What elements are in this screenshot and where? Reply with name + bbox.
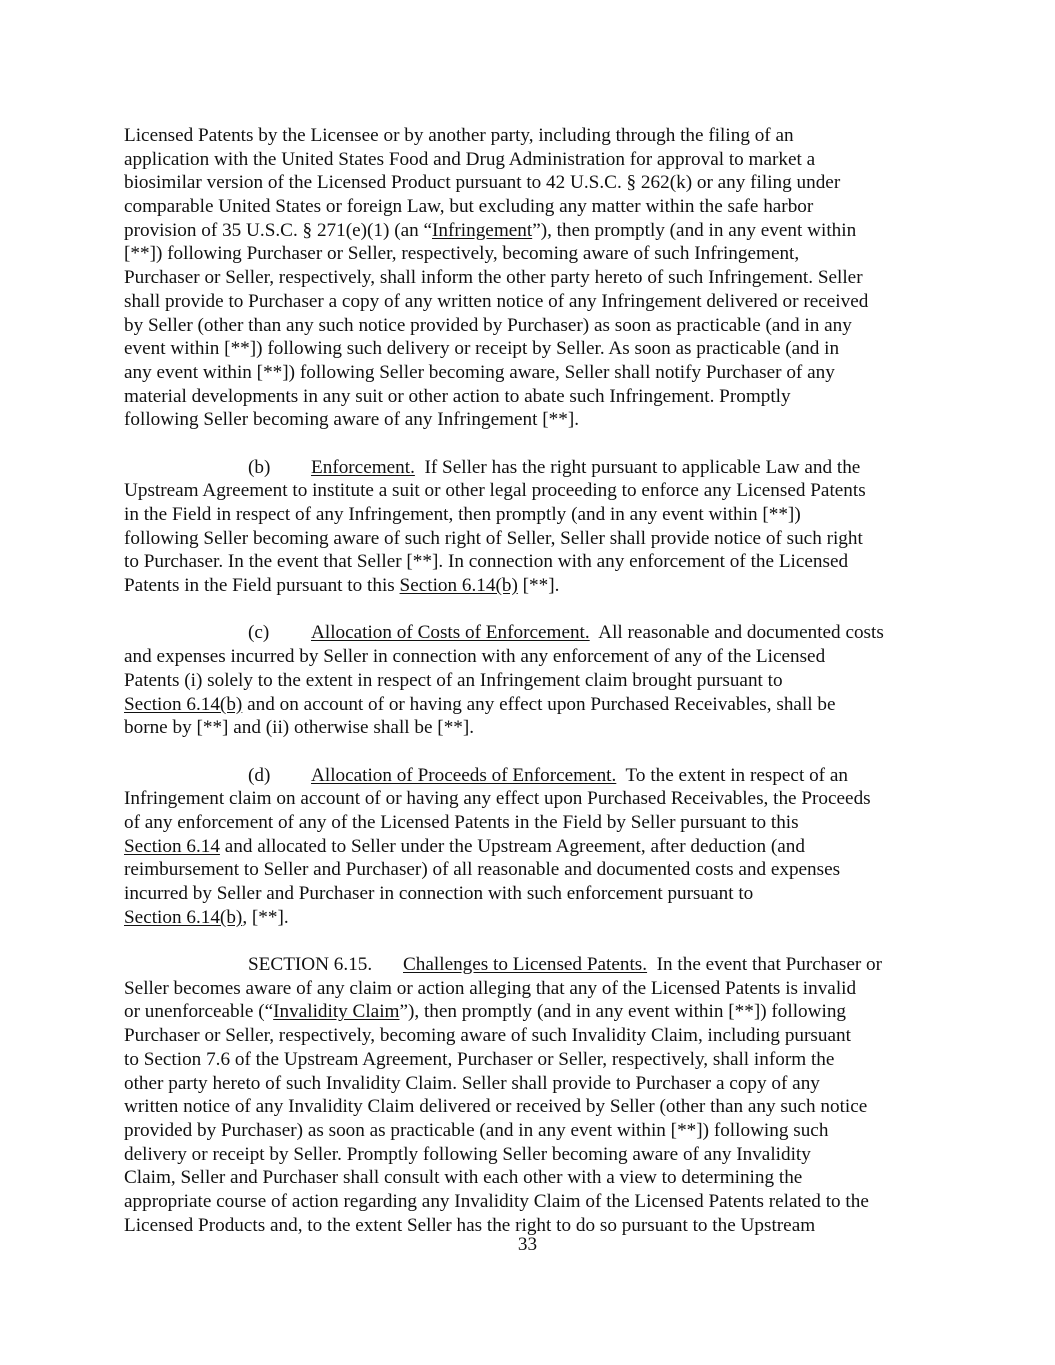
text-line: incurred by Seller and Purchaser in connection with such enforcement pursuant to (124, 883, 754, 904)
text-line (124, 621, 934, 645)
text-line: [**]) following Purchaser or Seller, respectively, becoming aware of such Infringement, (124, 243, 800, 265)
section-label: SECTION 6.15. (248, 954, 373, 976)
page-number: 33 (517, 1234, 538, 1255)
text-line (124, 764, 934, 788)
paragraph-label: (c) (248, 622, 270, 644)
text-segment: To the extent in respect of an (616, 764, 848, 786)
text-line: other party hereto of such Invalidity Claim. Seller shall provide to Purchaser a copy of any (124, 1072, 820, 1094)
text-line: material developments in any suit or other action to abate such Infringement. Promptly (124, 385, 791, 407)
document-body (124, 124, 934, 1237)
text-line: and expenses incurred by Seller in connection with any enforcement of any of the Licensed (124, 646, 826, 668)
paragraph-b-enforcement (124, 456, 934, 598)
text-line: to Purchaser. In the event that Seller [**]. In connection with any enforcement of the Licensed (124, 551, 849, 573)
text-line: of any enforcement of any of the Licensed Patents in the Field by Seller pursuant to this (124, 811, 799, 833)
text-line: application with the United States Food and Drug Administration for approval to market a (124, 148, 816, 170)
text-line: following Seller becoming aware of any Infringement [**]. (124, 409, 580, 431)
text-line: Seller becomes aware of any claim or action alleging that any of the Licensed Patents is invalid (124, 977, 857, 999)
text-line (124, 219, 934, 243)
text-line (124, 906, 934, 930)
text-line (124, 456, 934, 480)
paragraph-infringement (124, 124, 934, 432)
text-line: event within [**]) following such delivery or receipt by Seller. As soon as practicable (and in (124, 338, 840, 360)
paragraph-label: (b) (248, 456, 271, 478)
defined-term-infringement: Infringement (432, 219, 533, 241)
text-segment: , [**]. (242, 906, 289, 928)
text-line: Licensed Products and, to the extent Seller has the right to do so pursuant to the Upstream (124, 1214, 816, 1236)
text-segment: Patents in the Field pursuant to this (124, 575, 400, 597)
text-line: reimbursement to Seller and Purchaser) of all reasonable and documented costs and expenses (124, 859, 841, 881)
text-line: Licensed Patents by the Licensee or by another party, including through the filing of an (124, 125, 794, 146)
section-reference: Section 6.14(b) (399, 575, 518, 597)
text-line: appropriate course of action regarding any Invalidity Claim of the Licensed Patents related to the (124, 1190, 869, 1212)
paragraph-heading: Allocation of Proceeds of Enforcement. (311, 764, 617, 786)
text-line: written notice of any Invalidity Claim delivered or received by Seller (other than any such notice (124, 1096, 868, 1118)
paragraph-d-proceeds (124, 764, 934, 930)
text-line: comparable United States or foreign Law, but excluding any matter within the safe harbor (124, 196, 814, 218)
text-line: in the Field in respect of any Infringement, then promptly (and in any event within [**]) (124, 504, 801, 525)
text-line: Upstream Agreement to institute a suit or other legal proceeding to enforce any Licensed Patents (124, 480, 866, 502)
text-line: any event within [**]) following Seller becoming aware, Seller shall notify Purchaser of any (124, 361, 835, 383)
text-line: shall provide to Purchaser a copy of any written notice of any Infringement delivered or received (124, 290, 869, 312)
paragraph-heading: Enforcement. (311, 456, 415, 478)
text-segment: provision of 35 U.S.C. § 271(e)(1) (an “ (124, 219, 433, 241)
text-line: to Section 7.6 of the Upstream Agreement, Purchaser or Seller, respectively, shall inform the (124, 1048, 835, 1070)
text-line: Patents (i) solely to the extent in respect of an Infringement claim brought pursuant to (124, 669, 783, 691)
section-reference: Section 6.14(b) (124, 906, 243, 928)
text-segment: ”), then promptly (and in any event within (532, 219, 857, 241)
text-line: Purchaser or Seller, respectively, becoming aware of such Invalidity Claim, including pursuant (124, 1025, 851, 1047)
text-segment: In the event that Purchaser or (647, 954, 883, 976)
text-line (124, 953, 934, 977)
paragraph-c-costs (124, 621, 934, 739)
text-line: Purchaser or Seller, respectively, shall inform the other party hereto of such Infringement. Seller (124, 267, 863, 289)
text-line (124, 574, 934, 598)
text-line: delivery or receipt by Seller. Promptly following Seller becoming aware of any Invalidity (124, 1143, 811, 1165)
text-segment: If Seller has the right pursuant to applicable Law and the (414, 456, 861, 478)
section-reference: Section 6.14(b) (124, 693, 243, 715)
section-heading: Challenges to Licensed Patents. (403, 954, 648, 976)
text-segment: and allocated to Seller under the Upstream Agreement, after deduction (and (219, 835, 805, 857)
text-segment: [**]. (517, 575, 560, 597)
text-line (124, 1000, 934, 1024)
paragraph-heading: Allocation of Costs of Enforcement. (311, 622, 590, 644)
text-segment: and on account of or having any effect upon Purchased Receivables, shall be (242, 693, 836, 715)
text-line: following Seller becoming aware of such right of Seller, Seller shall provide notice of such right (124, 527, 863, 549)
text-line: Claim, Seller and Purchaser shall consult with each other with a view to determining the (124, 1167, 803, 1189)
section-reference: Section 6.14 (124, 835, 220, 857)
text-segment: ”), then promptly (and in any event within [**]) following (399, 1001, 847, 1023)
text-line (124, 693, 934, 717)
text-line: biosimilar version of the Licensed Product pursuant to 42 U.S.C. § 262(k) or any filing under (124, 172, 841, 194)
text-line: provided by Purchaser) as soon as practicable (and in any event within [**]) following such (124, 1119, 829, 1141)
text-line (124, 835, 934, 859)
section-6-15 (124, 953, 934, 1237)
defined-term-invalidity-claim: Invalidity Claim (273, 1001, 400, 1023)
paragraph-label: (d) (248, 764, 271, 786)
text-segment: or unenforceable (“ (124, 1001, 274, 1023)
text-line: Infringement claim on account of or having any effect upon Purchased Receivables, the Proceeds (124, 788, 871, 810)
text-line: by Seller (other than any such notice provided by Purchaser) as soon as practicable (and in any (124, 314, 852, 336)
text-segment: All reasonable and documented costs (589, 622, 884, 644)
text-line: borne by [**] and (ii) otherwise shall be [**]. (124, 717, 475, 739)
